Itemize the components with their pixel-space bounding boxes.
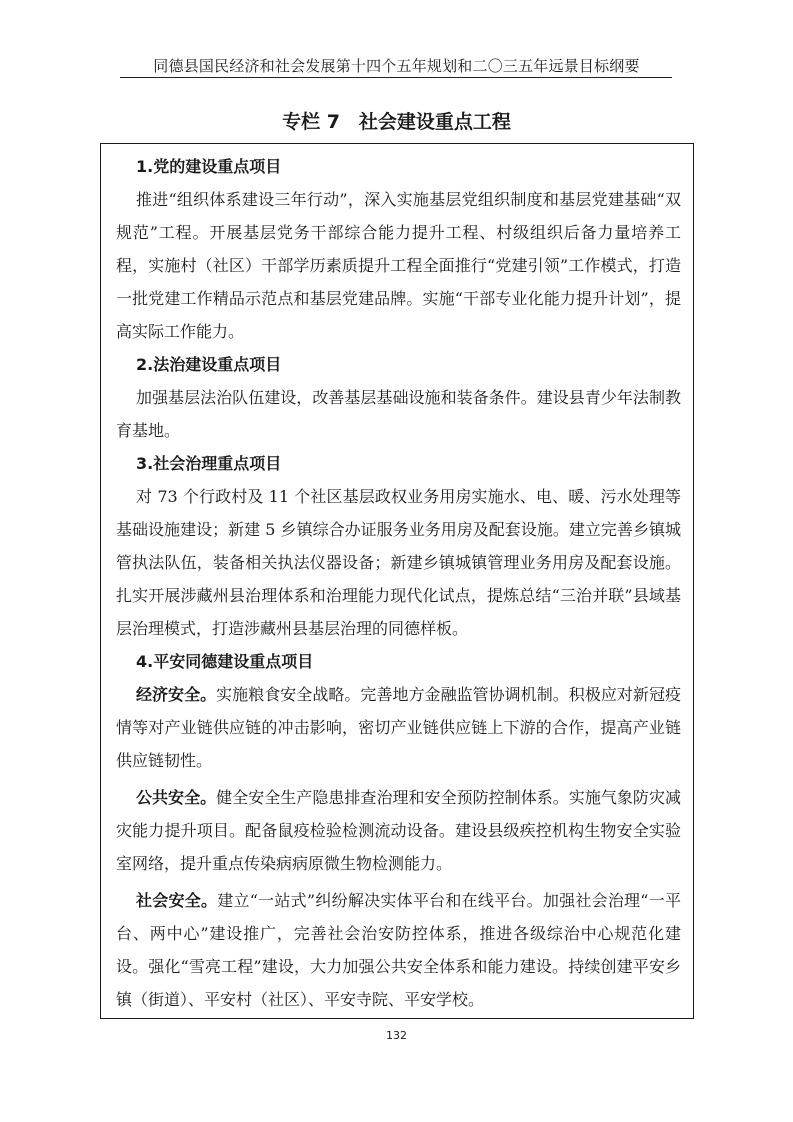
paragraph-text: 建立“一站式”纠纷解决实体平台和在线平台。加强社会治理“一平台、两中心”建设推广，完善社会治安防控体系，推进各级综治中心规范化建设。强化“雪亮工程”建设，大力加强公共安全体系和能力建设。持续创建平安乡镇（街道）、平安村（社区）、平安寺院、平安学校。 bbox=[116, 891, 681, 1009]
section-heading: 1.党的建设重点项目 bbox=[136, 157, 282, 176]
section-paragraph: 推进“组织体系建设三年行动”，深入实施基层党组织制度和基层党建基础“双规范”工程。开展基层党务干部综合能力提升工程、村级组织后备力量培养工程，实施村（社区）干部学历素质提升工程全面推行“党建引领”工作模式，打造一批党建工作精品示范点和基层党建品牌。实施“干部专业化能力提升计划”，提高实际工作能力。 bbox=[116, 190, 681, 341]
section-heading: 2.法治建设重点项目 bbox=[136, 355, 282, 374]
page-number: 132 bbox=[386, 1029, 407, 1042]
section-paragraph: 加强基层法治队伍建设，改善基层基础设施和装备条件。建设县青少年法制教育基地。 bbox=[116, 388, 681, 440]
section-heading: 3.社会治理重点项目 bbox=[136, 454, 282, 473]
section-safe-tongde bbox=[116, 645, 681, 1016]
social-security-paragraph bbox=[116, 884, 681, 1016]
section-rule-of-law bbox=[116, 348, 681, 447]
paragraph-lead: 经济安全。 bbox=[136, 685, 217, 704]
section-heading: 4.平安同德建设重点项目 bbox=[136, 652, 314, 671]
running-header: 同德县国民经济和社会发展第十四个五年规划和二〇三五年远景目标纲要 bbox=[153, 57, 640, 75]
paragraph-text: 健全安全生产隐患排查治理和安全预防控制体系。实施气象防灾减灾能力提升项目。配备鼠疫检验检测流动设备。建设县级疾控机构生物安全实验室网络，提升重点传染病病原微生物检测能力。 bbox=[116, 788, 681, 873]
section-party-building bbox=[116, 150, 681, 348]
column-box bbox=[100, 143, 694, 1019]
public-security-paragraph bbox=[116, 781, 681, 880]
header-rule bbox=[120, 77, 672, 78]
economic-security-paragraph bbox=[116, 678, 681, 777]
paragraph-lead: 社会安全。 bbox=[136, 891, 218, 910]
paragraph-lead: 公共安全。 bbox=[136, 788, 217, 807]
column-title: 专栏 7 社会建设重点工程 bbox=[282, 111, 511, 133]
section-social-governance bbox=[116, 447, 681, 645]
section-paragraph: 对 73 个行政村及 11 个社区基层政权业务用房实施水、电、暖、污水处理等基础设施建设；新建 5 乡镇综合办证服务业务用房及配套设施。建立完善乡镇城管执法队伍，装备相关执法仪器设备；新建乡镇城镇管理业务用房及配套设施。扎实开展涉藏州县治理体系和治理能力现代化试点，提炼总结“三治并联”县域基层治理模式，打造涉藏州县基层治理的同德样板。 bbox=[116, 487, 681, 638]
paragraph-text: 实施粮食安全战略。完善地方金融监管协调机制。积极应对新冠疫情等对产业链供应链的冲击影响，密切产业链供应链上下游的合作，提高产业链供应链韧性。 bbox=[116, 685, 681, 770]
